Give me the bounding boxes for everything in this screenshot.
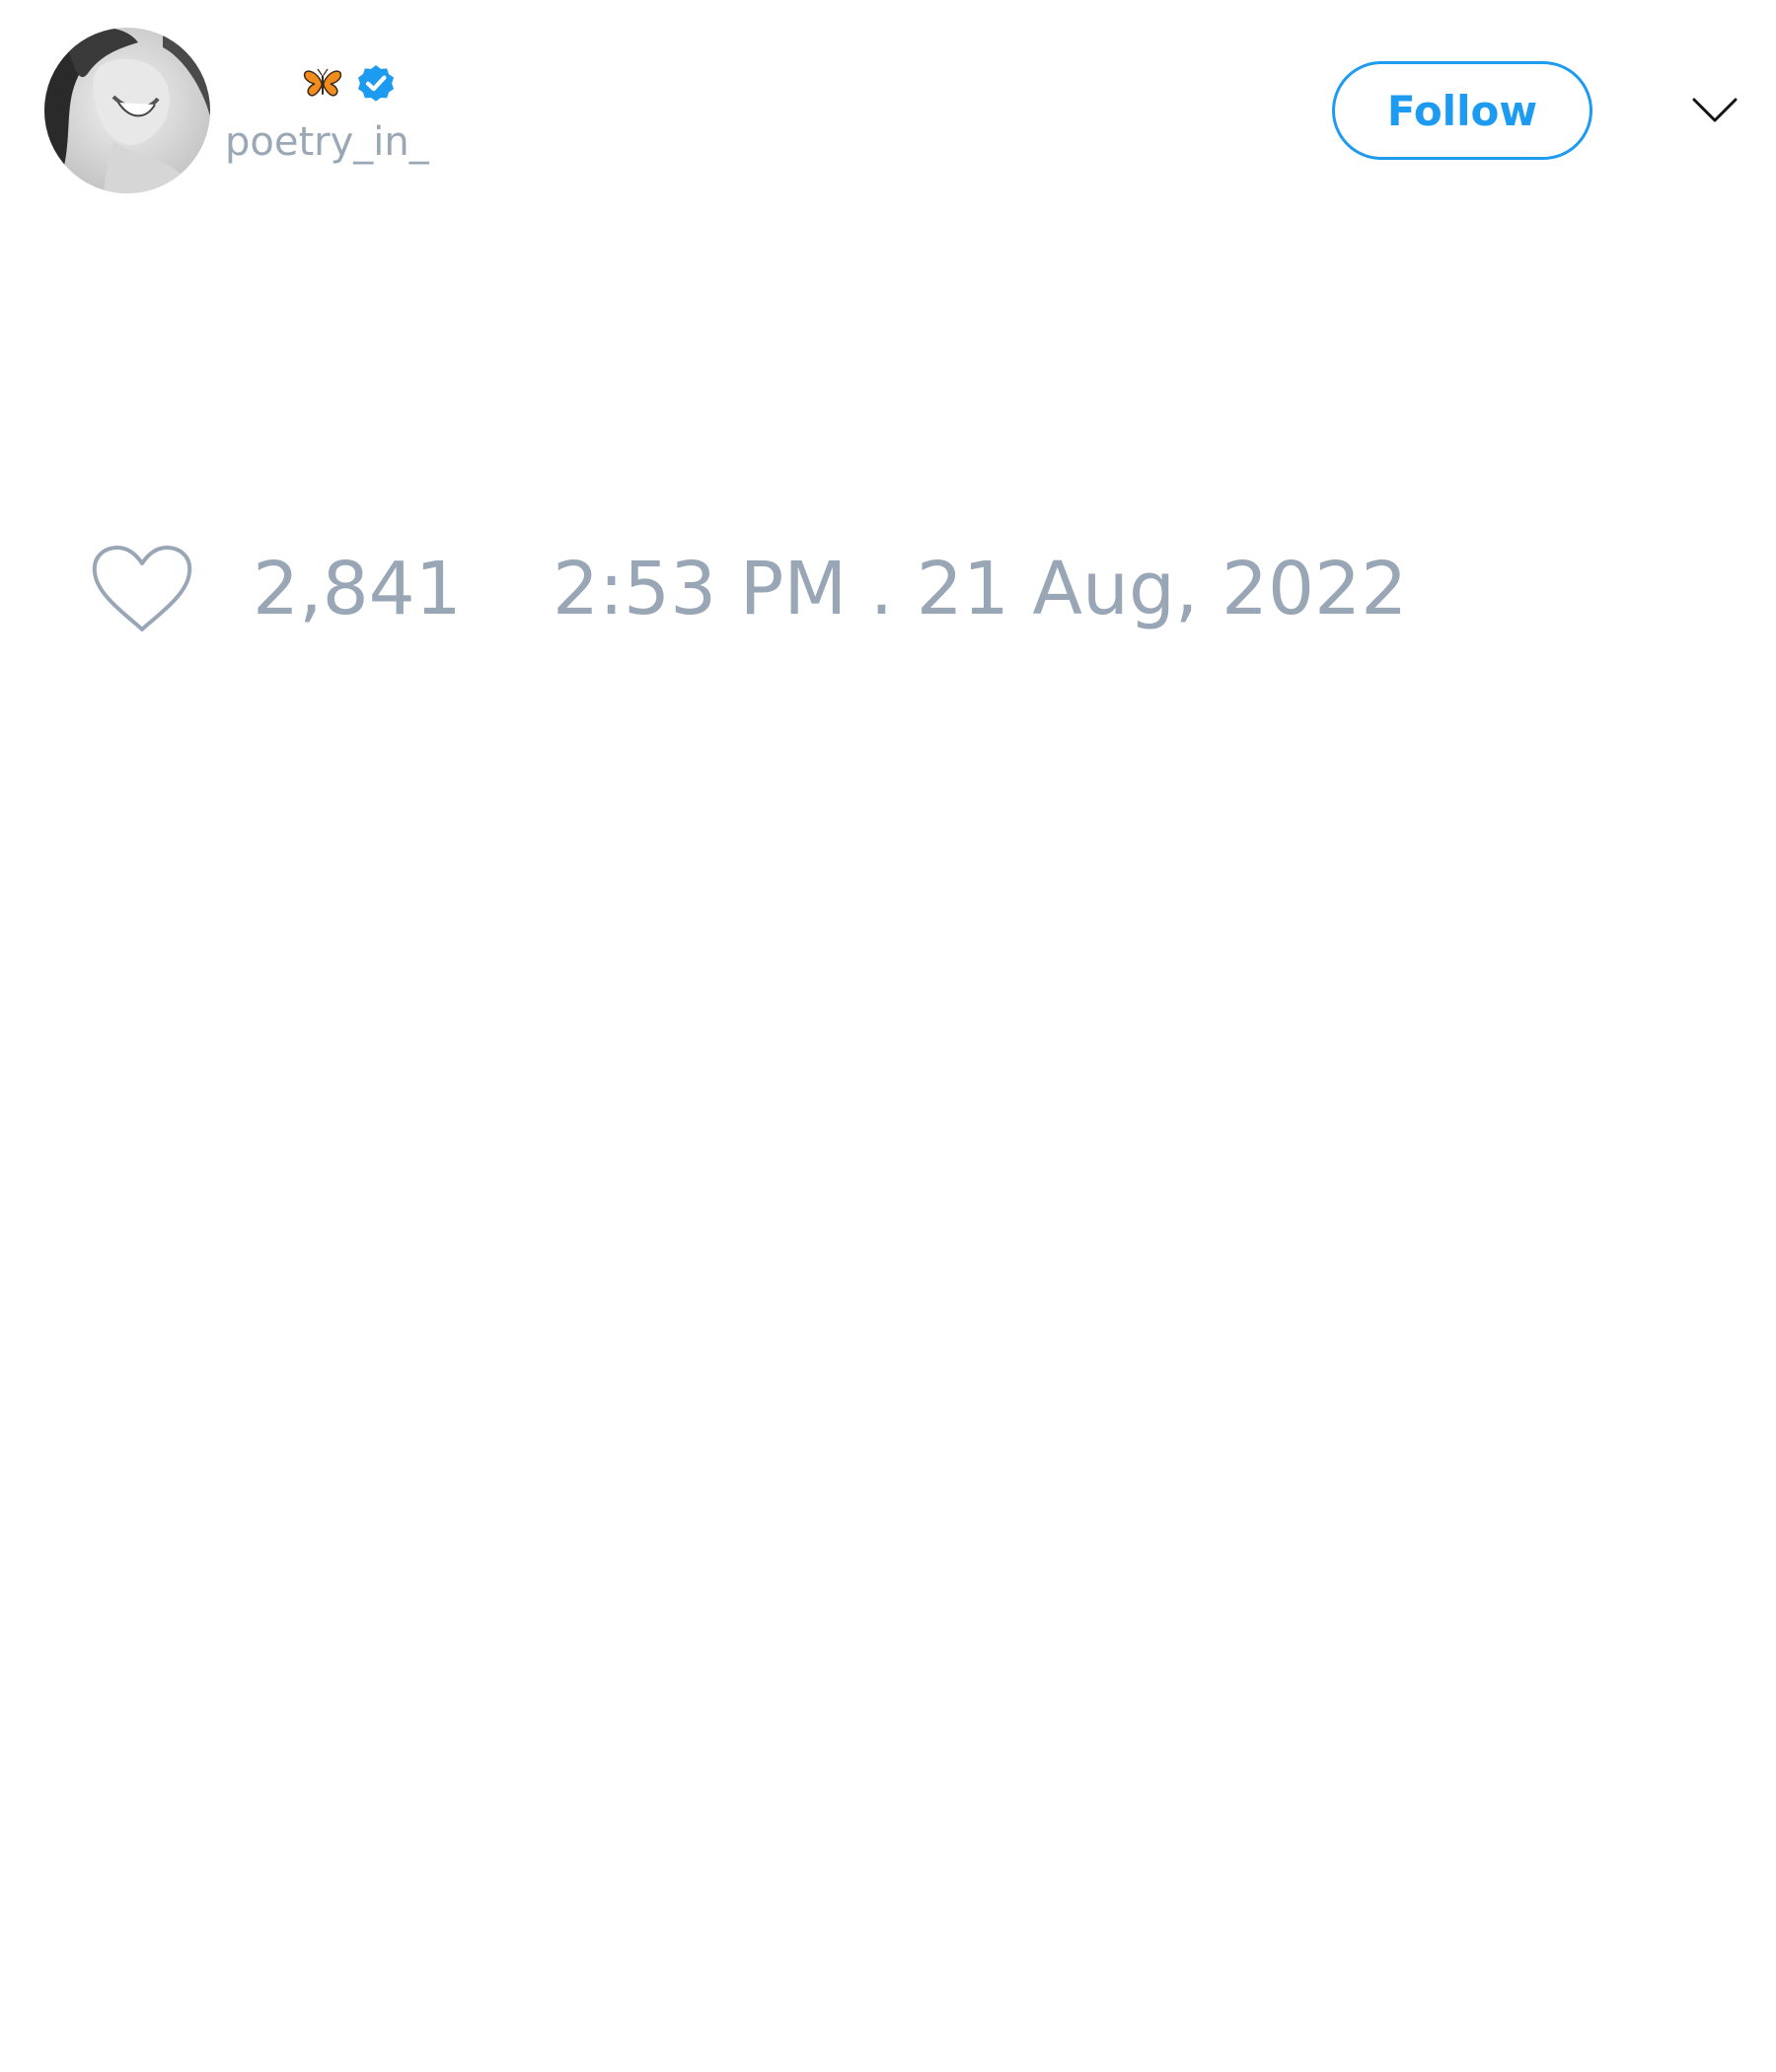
verified-badge-icon [352, 59, 400, 107]
like-button[interactable] [87, 541, 197, 639]
avatar[interactable] [44, 28, 210, 193]
more-options-button[interactable] [1689, 89, 1740, 132]
avatar-photo [44, 28, 210, 193]
chevron-down-icon [1692, 97, 1738, 124]
tweet-timestamp[interactable]: 2:53 PM . 21 Aug, 2022 [553, 547, 1408, 631]
follow-button[interactable]: Follow [1332, 61, 1592, 160]
butterfly-icon [301, 61, 344, 105]
user-handle[interactable]: poetry_in_ [225, 119, 429, 165]
like-count: 2,841 [253, 547, 462, 631]
display-name[interactable] [301, 55, 400, 111]
heart-icon [91, 545, 193, 635]
